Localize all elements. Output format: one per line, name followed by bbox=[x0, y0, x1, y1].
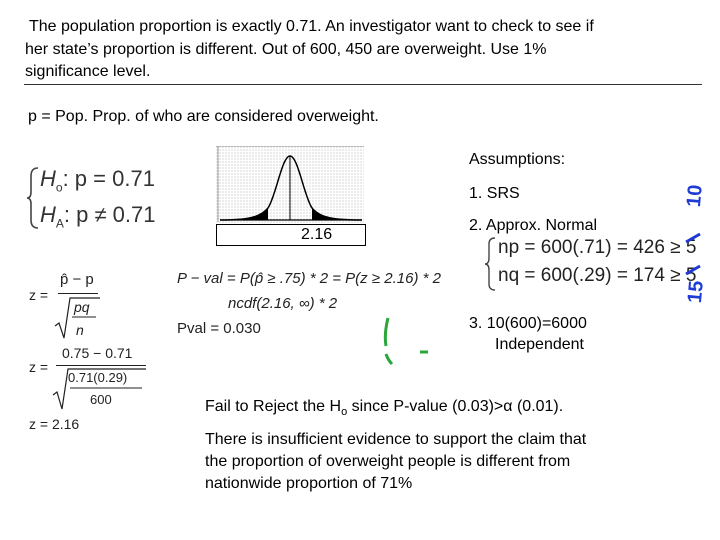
assumption-srs: 1. SRS bbox=[469, 185, 520, 202]
z-sub-n-value: 600 bbox=[90, 392, 112, 407]
assumptions-title: Assumptions: bbox=[469, 151, 566, 168]
h0-subscript: o bbox=[55, 180, 63, 195]
handwritten-fifteen: 15 bbox=[684, 279, 708, 304]
z-sub-numerator: 0.75 − 0.71 bbox=[62, 345, 133, 361]
decision-text: Fail to Reject the H bbox=[205, 398, 342, 415]
null-hypothesis bbox=[40, 166, 155, 194]
normal-curve-figure bbox=[216, 146, 364, 224]
np-check: np = 600(.71) = 426 ≥ 5 bbox=[498, 237, 697, 258]
conclusion-line-3: nationwide proportion of 71% bbox=[205, 475, 413, 492]
header-divider bbox=[24, 84, 702, 85]
problem-line-3: significance level. bbox=[25, 63, 151, 80]
conclusion-line-2: the proportion of overweight people is different from bbox=[205, 453, 571, 470]
critical-value-label: 2.16 bbox=[301, 226, 333, 243]
problem-line-2: her state’s proportion is different. Out of 600, 450 are overweight. Use 1% bbox=[25, 41, 547, 58]
decision-reason: since P-value (0.03)>α (0.01). bbox=[347, 398, 564, 415]
problem-line-1: The population proportion is exactly 0.71. An investigator want to check to see if bbox=[29, 18, 594, 35]
z-result: z = 2.16 bbox=[29, 416, 80, 432]
decision bbox=[205, 396, 563, 423]
assumption-independence: 3. 10(600)=6000 bbox=[469, 315, 587, 332]
pval-result: Pval = 0.030 bbox=[177, 320, 261, 337]
nq-check: nq = 600(.29) = 174 ≥ 5 bbox=[498, 265, 697, 286]
z-sub-fraction-bar bbox=[56, 365, 146, 366]
z-formula-fraction-bar bbox=[58, 293, 98, 294]
parameter-definition: p = Pop. Prop. of who are considered overweight. bbox=[28, 108, 379, 125]
assumption-normal: 2. Approx. Normal bbox=[469, 217, 598, 234]
handwritten-green-marks bbox=[378, 314, 438, 370]
z-formula-n: n bbox=[76, 322, 84, 338]
alternative-hypothesis bbox=[40, 202, 155, 230]
z-formula-pq: pq bbox=[74, 299, 90, 315]
ha-statement: : p ≠ 0.71 bbox=[63, 202, 156, 227]
normal-brace bbox=[484, 236, 496, 292]
ha-symbol: H bbox=[40, 202, 56, 227]
pval-ncdf: ncdf(2.16, ∞) * 2 bbox=[228, 295, 338, 312]
h0-statement: : p = 0.71 bbox=[62, 166, 155, 191]
z-sub-lhs: z = bbox=[29, 359, 49, 375]
z-formula-lhs: z = bbox=[29, 287, 49, 303]
h0-symbol: H bbox=[40, 166, 56, 191]
pval-equation: P − val = P(p̂ ≥ .75) * 2 = P(z ≥ 2.16) * 2 bbox=[177, 270, 441, 287]
critical-value-box bbox=[216, 224, 366, 246]
decision-subscript: o bbox=[341, 406, 348, 419]
independence-label: Independent bbox=[495, 336, 584, 353]
z-sub-pq-values: 0.71(0.29) bbox=[68, 370, 128, 385]
conclusion-line-1: There is insufficient evidence to support the claim that bbox=[205, 431, 587, 448]
z-formula-numerator: p̂ − p bbox=[60, 271, 94, 288]
ha-subscript: A bbox=[55, 216, 64, 231]
hypotheses-brace bbox=[26, 166, 40, 230]
handwritten-ten: 10 bbox=[683, 183, 707, 208]
